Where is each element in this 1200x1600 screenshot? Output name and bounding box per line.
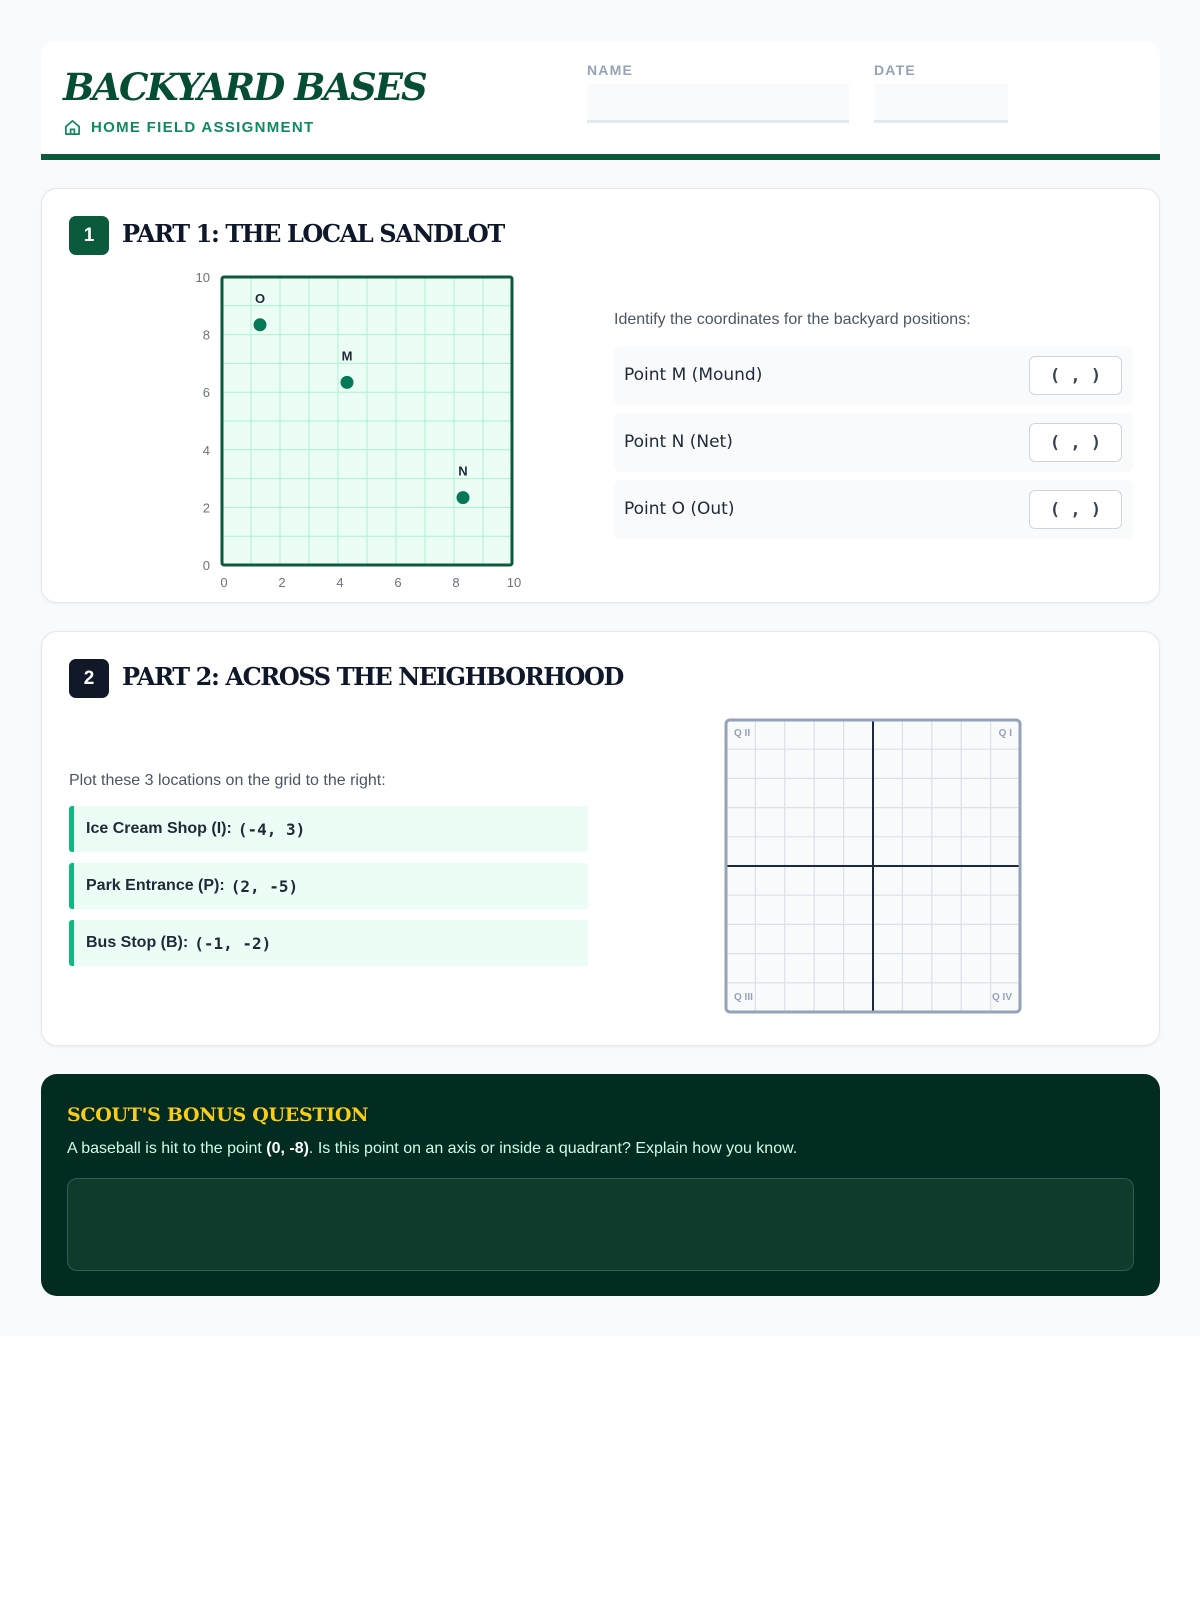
coord-answer-o[interactable]: ( , ) bbox=[1029, 490, 1122, 529]
subtitle-text: HOME FIELD ASSIGNMENT bbox=[91, 119, 315, 136]
name-label: NAME bbox=[587, 62, 634, 78]
y-tick-label: 4 bbox=[202, 442, 210, 458]
part1-title: PART 1: THE LOCAL SANDLOT bbox=[122, 219, 504, 248]
x-tick-label: 6 bbox=[394, 575, 402, 590]
date-label: DATE bbox=[874, 62, 916, 78]
quadrant-label: Q II bbox=[734, 728, 751, 739]
part2-card bbox=[41, 631, 1160, 1046]
point-label: N bbox=[458, 463, 468, 479]
name-field[interactable] bbox=[587, 84, 849, 123]
y-tick-label: 10 bbox=[195, 270, 210, 285]
coord-row-label: Point N (Net) bbox=[624, 432, 733, 452]
data-point bbox=[341, 376, 354, 389]
quadrant-label: Q IV bbox=[991, 992, 1012, 1003]
part2-title: PART 2: ACROSS THE NEIGHBORHOOD bbox=[122, 662, 623, 691]
coord-row-label: Point M (Mound) bbox=[624, 365, 763, 385]
point-label: O bbox=[254, 290, 266, 306]
y-tick-label: 2 bbox=[202, 500, 210, 516]
quadrant-label: Q III bbox=[734, 992, 753, 1003]
bonus-question-text: . Is this point on an axis or inside a quadrant? Explain how you know. bbox=[308, 1140, 798, 1157]
coord-answer-n[interactable]: ( , ) bbox=[1029, 423, 1122, 462]
neighborhood-grid[interactable] bbox=[724, 718, 1024, 1018]
part1-instruction: Identify the coordinates for the backyard positions: bbox=[614, 311, 971, 328]
data-point bbox=[457, 491, 470, 504]
plot-item bbox=[69, 920, 588, 966]
coord-row-label: Point O (Out) bbox=[624, 499, 735, 519]
plot-item-coord: (2, -5) bbox=[230, 876, 299, 896]
plot-item-label: Bus Stop (B): bbox=[86, 934, 189, 951]
coord-row-m bbox=[614, 346, 1133, 405]
part1-badge: 1 bbox=[69, 216, 109, 255]
bonus-panel bbox=[41, 1074, 1160, 1296]
plot-item bbox=[69, 863, 588, 909]
y-tick-label: 8 bbox=[202, 327, 210, 343]
coord-row-n bbox=[614, 413, 1133, 472]
coord-row-o bbox=[614, 480, 1133, 539]
x-tick-label: 4 bbox=[336, 575, 344, 590]
bonus-answer-box[interactable] bbox=[67, 1178, 1134, 1271]
y-tick-label: 6 bbox=[202, 385, 210, 401]
part1-card bbox=[41, 188, 1160, 603]
point-label: M bbox=[341, 348, 353, 364]
part2-badge: 2 bbox=[69, 659, 109, 698]
x-tick-label: 10 bbox=[506, 575, 522, 590]
coord-answer-m[interactable]: ( , ) bbox=[1029, 356, 1122, 395]
plot-item-coord: (-4, 3) bbox=[237, 819, 306, 839]
plot-item-label: Park Entrance (P): bbox=[86, 877, 225, 894]
part2-instruction: Plot these 3 locations on the grid to the right: bbox=[69, 772, 386, 789]
x-tick-label: 0 bbox=[220, 575, 228, 590]
data-point bbox=[254, 318, 267, 331]
subtitle bbox=[63, 118, 314, 137]
home-icon bbox=[63, 118, 82, 137]
bonus-question-text: A baseball is hit to the point bbox=[67, 1140, 267, 1157]
bonus-question bbox=[67, 1140, 797, 1158]
worksheet-header bbox=[41, 41, 1160, 160]
x-tick-label: 2 bbox=[278, 575, 286, 590]
x-tick-label: 8 bbox=[452, 575, 460, 590]
sandlot-chart bbox=[142, 270, 522, 594]
plot-item-label: Ice Cream Shop (I): bbox=[86, 820, 232, 837]
date-field[interactable] bbox=[874, 84, 1008, 123]
quadrant-label: Q I bbox=[998, 728, 1012, 739]
plot-item bbox=[69, 806, 588, 852]
plot-item-coord: (-1, -2) bbox=[194, 933, 272, 953]
page-title: BACKYARD BASES bbox=[63, 65, 426, 109]
bonus-title: SCOUT'S BONUS QUESTION bbox=[67, 1104, 369, 1126]
y-tick-label: 0 bbox=[202, 558, 210, 573]
bonus-point: (0, -8) bbox=[266, 1140, 309, 1157]
